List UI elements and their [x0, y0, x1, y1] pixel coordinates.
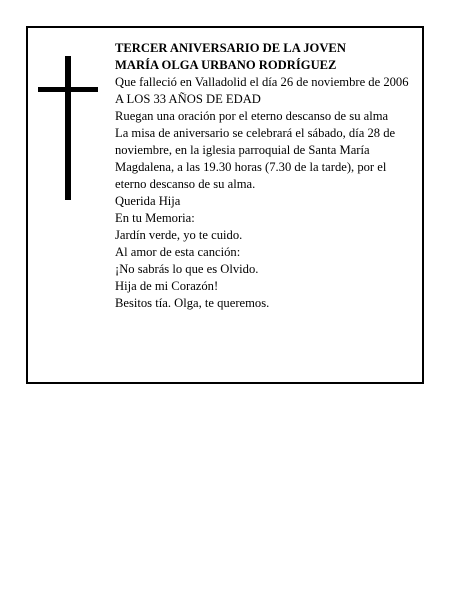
verse-line: En tu Memoria: [115, 211, 195, 225]
age-line: A LOS 33 AÑOS DE EDAD [115, 92, 261, 106]
verse-line: ¡No sabrás lo que es Olvido. [115, 262, 259, 276]
verse-line: Besitos tía. Olga, te queremos. [115, 296, 270, 310]
cross-horizontal-bar [38, 87, 98, 92]
notice-content [115, 40, 415, 312]
death-info: Que falleció en Valladolid el día 26 de noviembre de 2006 [115, 75, 409, 89]
prayer-request: Ruegan una oración por el eterno descanso de su alma [115, 109, 389, 123]
obituary-notice [26, 26, 424, 384]
cross-vertical-bar [65, 56, 71, 200]
verse-line: Hija de mi Corazón! [115, 279, 219, 293]
notice-title-line-2: MARÍA OLGA URBANO RODRÍGUEZ [115, 58, 337, 72]
verse-line: Al amor de esta canción: [115, 245, 241, 259]
notice-title-line-1: TERCER ANIVERSARIO DE LA JOVEN [115, 41, 346, 55]
verse-line: Querida Hija [115, 194, 181, 208]
mass-info: La misa de aniversario se celebrará el sábado, día 28 de noviembre, en la iglesia parroquial de Santa María Magdalena, a las 19.30 horas (7.30 de la tarde), por el eterno descanso de su alma. [115, 126, 396, 191]
verse-line: Jardín verde, yo te cuido. [115, 228, 243, 242]
cross-icon [38, 56, 98, 200]
